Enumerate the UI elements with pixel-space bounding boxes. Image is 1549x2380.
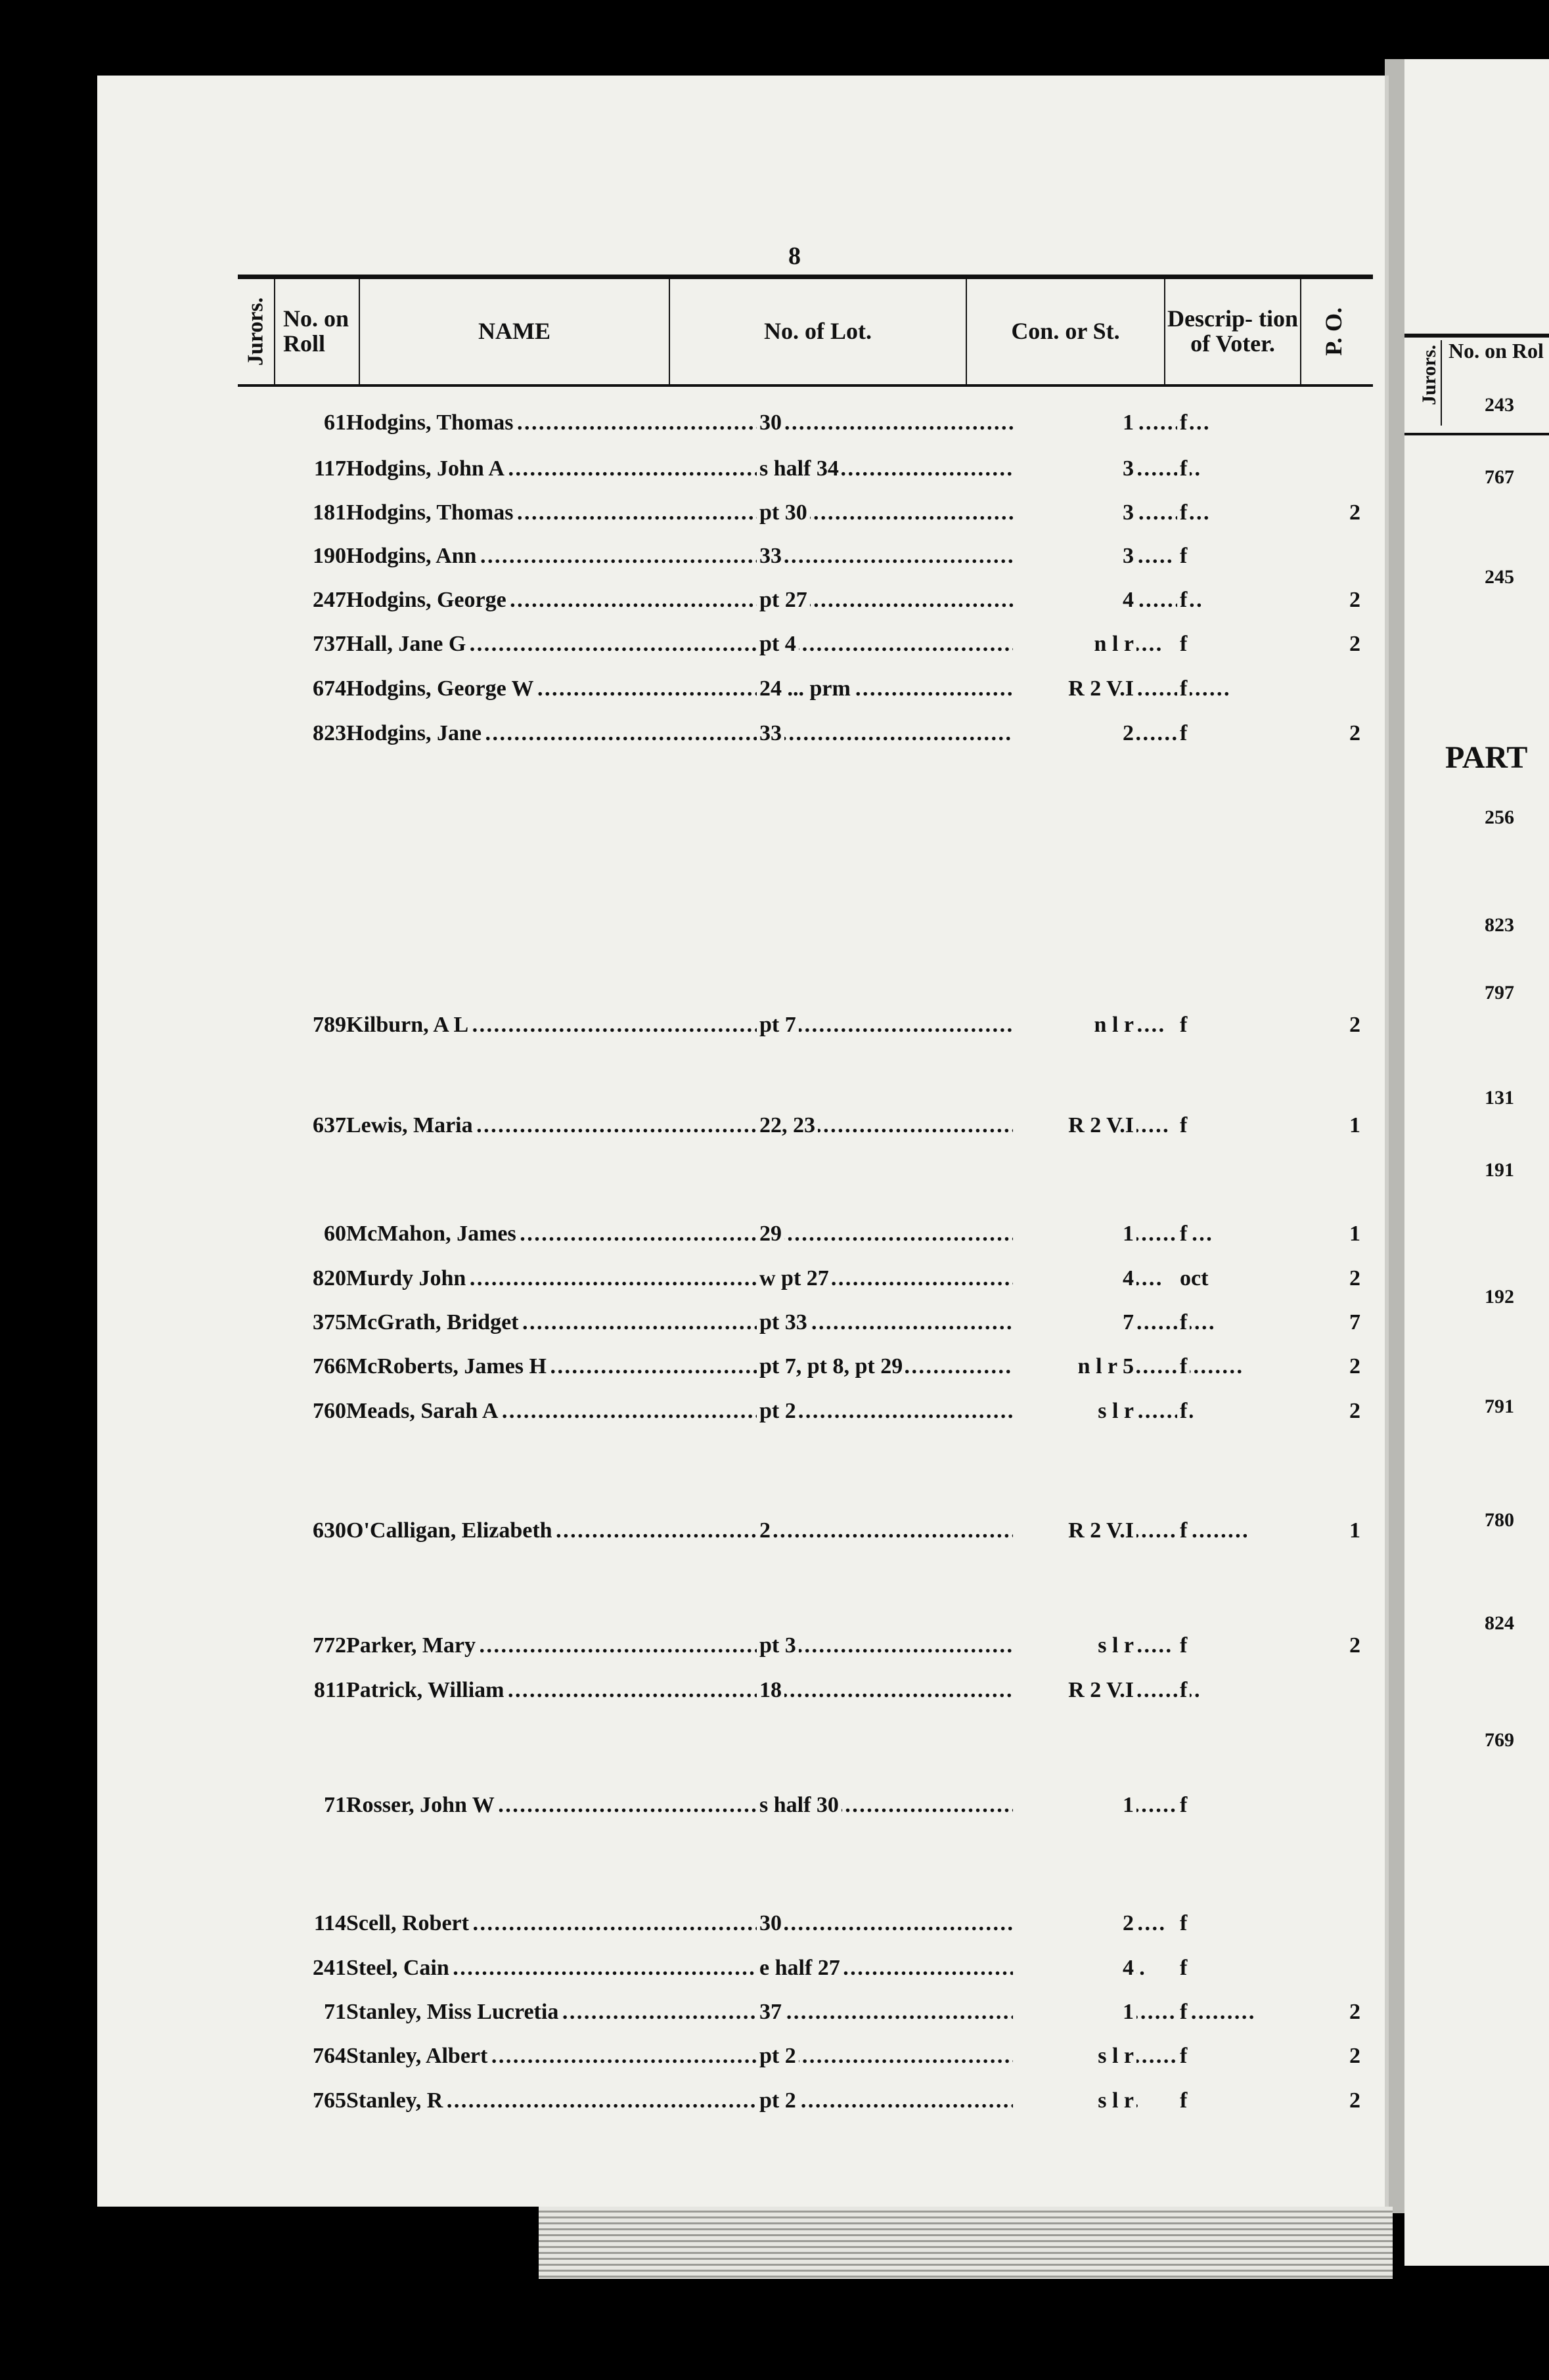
right-page-roll-number: 243 (1485, 394, 1514, 416)
post-office: 1 (1312, 1113, 1363, 1138)
concession: 1 (1013, 410, 1136, 435)
voter-name: McRoberts, James H . . . (346, 1354, 1371, 1379)
roll-number: 71 (324, 2000, 346, 2024)
lot-number: pt 27 (757, 588, 810, 613)
table-row (238, 2044, 1373, 2077)
post-office: 2 (1312, 632, 1363, 657)
table-row (238, 1518, 1373, 1551)
voter-name: Hodgins, Thomas . . . (346, 500, 1371, 525)
roll-number: 765 (313, 2088, 346, 2113)
post-office: 2 (1312, 2044, 1363, 2069)
post-office: 2 (1312, 721, 1363, 746)
roll-number: 637 (313, 1113, 346, 1137)
concession: 7 (1013, 1310, 1136, 1335)
concession: 4 (1013, 1956, 1136, 1981)
voter-name: Murdy John . . . (346, 1266, 1371, 1291)
roll-number: 181 (313, 500, 346, 525)
lot-number: pt 7 (757, 1013, 799, 1038)
voter-description: f (1177, 1013, 1190, 1038)
lot-number: s half 30 (757, 1793, 842, 1818)
table-row (238, 1222, 1373, 1254)
table-row (238, 500, 1373, 533)
right-page-roll-number: 767 (1485, 466, 1514, 488)
table-row (238, 1310, 1373, 1343)
voter-name: Scell, Robert . . . (346, 1911, 1371, 1936)
voter-description: f (1177, 456, 1190, 481)
table-row (238, 2000, 1373, 2033)
voter-name: Rosser, John W . . . (346, 1793, 1371, 1818)
voter-name: Stanley, Miss Lucretia . . . (346, 2000, 1371, 2025)
voter-description: f (1177, 1956, 1190, 1981)
concession: n l r 5 (1013, 1354, 1136, 1379)
lot-number: 24 ... prm (757, 676, 853, 701)
table-row (238, 676, 1373, 709)
right-page-roll-number: 791 (1485, 1396, 1514, 1417)
roll-number: 117 (313, 456, 346, 481)
header-description: Descrip- tion of Voter. (1165, 279, 1301, 384)
post-office: 1 (1312, 1222, 1363, 1246)
header-con: Con. or St. (967, 279, 1165, 384)
lot-number: pt 3 (757, 1633, 799, 1658)
voter-description: f (1177, 2044, 1190, 2069)
voter-name: Hodgins, George . . . (346, 588, 1371, 613)
voter-name: Hall, Jane G . . . (346, 632, 1371, 657)
voter-description: f (1177, 1113, 1190, 1138)
roll-number: 789 (313, 1013, 346, 1037)
table-row (238, 1678, 1373, 1711)
voter-description: f (1177, 1911, 1190, 1936)
concession: 3 (1013, 544, 1136, 569)
voter-name: Patrick, William . . . (346, 1678, 1371, 1703)
voter-description: f (1177, 588, 1190, 613)
table-row (238, 588, 1373, 621)
right-page (1404, 59, 1549, 2266)
header-lot: No. of Lot. (670, 279, 967, 384)
table-row (238, 2088, 1373, 2121)
lot-number: 22, 23 (757, 1113, 818, 1138)
voter-name: Stanley, Albert . . . (346, 2044, 1371, 2069)
table-row (238, 1633, 1373, 1666)
voter-description: f (1177, 676, 1190, 701)
table-row (238, 1113, 1373, 1146)
voter-name: Steel, Cain . . . (346, 1956, 1371, 1981)
voter-description: f (1177, 632, 1190, 657)
right-header-jurors: Jurors. (1418, 345, 1440, 405)
voter-description: f (1177, 1399, 1190, 1424)
page-number: 8 (788, 242, 801, 270)
header-roll: No. on Roll (275, 279, 360, 384)
post-office: 2 (1312, 2088, 1363, 2113)
table-row (238, 1266, 1373, 1299)
lot-number: 30 (757, 410, 784, 435)
roll-number: 60 (324, 1222, 346, 1246)
concession: 3 (1013, 500, 1136, 525)
right-page-roll-number: 769 (1485, 1729, 1514, 1751)
voter-name: O'Calligan, Elizabeth . . . (346, 1518, 1371, 1543)
voter-name: Parker, Mary . . . (346, 1633, 1371, 1658)
table-header (238, 275, 1373, 387)
right-page-part-label: PART (1445, 740, 1528, 775)
voter-name: Hodgins, Ann . . . (346, 544, 1371, 569)
post-office: 2 (1312, 1399, 1363, 1424)
page-stack-edge (539, 2207, 1393, 2279)
voter-description: f (1177, 1633, 1190, 1658)
voter-description: oct (1177, 1266, 1211, 1291)
table-row (238, 544, 1373, 577)
voter-name: Hodgins, John A . . . (346, 456, 1371, 481)
roll-number: 190 (313, 544, 346, 568)
voter-description: f (1177, 1678, 1190, 1703)
lot-number: pt 2 (757, 1399, 799, 1424)
lot-number: pt 2 (757, 2044, 799, 2069)
concession: 4 (1013, 588, 1136, 613)
lot-number: pt 33 (757, 1310, 810, 1335)
concession: s l r (1013, 1633, 1136, 1658)
voter-description: f (1177, 1518, 1190, 1543)
voter-description: f (1177, 1222, 1190, 1246)
right-page-roll-number: 256 (1485, 806, 1514, 828)
roll-number: 823 (313, 721, 346, 745)
concession: 1 (1013, 1222, 1136, 1246)
lot-number: 33 (757, 721, 784, 746)
lot-number: s half 34 (757, 456, 842, 481)
voter-description: f (1177, 721, 1190, 746)
right-header-roll: No. on Rol (1441, 340, 1544, 426)
table-row (238, 1911, 1373, 1944)
lot-number: 33 (757, 544, 784, 569)
lot-number: pt 7, pt 8, pt 29 (757, 1354, 905, 1379)
table-row (238, 1354, 1373, 1387)
voter-description: f (1177, 1310, 1190, 1335)
post-office: 7 (1312, 1310, 1363, 1335)
lot-number: pt 4 (757, 632, 799, 657)
right-page-roll-number: 780 (1485, 1509, 1514, 1531)
right-page-roll-number: 131 (1485, 1087, 1514, 1109)
concession: R 2 V.I (1013, 676, 1136, 701)
table-row (238, 456, 1373, 489)
concession: 1 (1013, 1793, 1136, 1818)
table-row (238, 632, 1373, 665)
roll-number: 760 (313, 1399, 346, 1423)
voter-description: f (1177, 2088, 1190, 2113)
concession: R 2 V.I (1013, 1518, 1136, 1543)
lot-number: pt 2 (757, 2088, 799, 2113)
table-row (238, 1399, 1373, 1432)
right-page-roll-number: 192 (1485, 1286, 1514, 1308)
voter-name: Kilburn, A L . . . (346, 1013, 1371, 1038)
post-office: 2 (1312, 500, 1363, 525)
voter-name: Lewis, Maria . . . (346, 1113, 1371, 1138)
post-office: 2 (1312, 1633, 1363, 1658)
concession: 4 (1013, 1266, 1136, 1291)
lot-number: 2 (757, 1518, 773, 1543)
concession: s l r (1013, 1399, 1136, 1424)
post-office: 2 (1312, 1013, 1363, 1038)
post-office: 2 (1312, 2000, 1363, 2025)
concession: R 2 V.I (1013, 1678, 1136, 1703)
concession: 2 (1013, 1911, 1136, 1936)
lot-number: 37 (757, 2000, 784, 2025)
voter-name: Meads, Sarah A . . . (346, 1399, 1371, 1424)
roll-number: 241 (313, 1956, 346, 1980)
concession: R 2 V.I (1013, 1113, 1136, 1138)
lot-number: pt 30 (757, 500, 810, 525)
lot-number: e half 27 (757, 1956, 843, 1981)
lot-number: w pt 27 (757, 1266, 832, 1291)
roll-number: 674 (313, 676, 346, 701)
concession: 2 (1013, 721, 1136, 746)
voter-name: McMahon, James . . . (346, 1222, 1371, 1246)
voter-description: f (1177, 410, 1190, 435)
header-jurors: Jurors. (238, 279, 275, 384)
voter-description: f (1177, 1793, 1190, 1818)
roll-number: 61 (324, 410, 346, 435)
concession: n l r (1013, 632, 1136, 657)
header-name: NAME (360, 279, 670, 384)
roll-number: 630 (313, 1518, 346, 1543)
roll-number: 766 (313, 1354, 346, 1378)
roll-number: 114 (313, 1911, 346, 1935)
concession: 3 (1013, 456, 1136, 481)
right-page-roll-number: 823 (1485, 914, 1514, 936)
right-page-header (1404, 334, 1549, 435)
roll-number: 811 (313, 1678, 346, 1702)
roll-number: 737 (313, 632, 346, 656)
voter-name: McGrath, Bridget . . . (346, 1310, 1371, 1335)
voter-description: f (1177, 2000, 1190, 2025)
roll-number: 764 (313, 2044, 346, 2068)
concession: s l r (1013, 2088, 1136, 2113)
concession: 1 (1013, 2000, 1136, 2025)
voter-name: Hodgins, Jane . . . (346, 721, 1371, 746)
table-row (238, 1793, 1373, 1826)
lot-number: 29 (757, 1222, 784, 1246)
lot-number: 18 (757, 1678, 784, 1703)
roll-number: 772 (313, 1633, 346, 1658)
right-page-roll-number: 191 (1485, 1159, 1514, 1181)
roll-number: 247 (313, 588, 346, 612)
table-row (238, 1013, 1373, 1046)
roll-number: 71 (324, 1793, 346, 1817)
voter-name: Hodgins, Thomas . . . (346, 410, 1371, 435)
concession: s l r (1013, 2044, 1136, 2069)
voter-name: Hodgins, George W . . . (346, 676, 1371, 701)
right-page-roll-number: 824 (1485, 1612, 1514, 1634)
table-row (238, 721, 1373, 754)
concession: n l r (1013, 1013, 1136, 1038)
voter-name: Stanley, R . . . (346, 2088, 1371, 2113)
post-office: 2 (1312, 588, 1363, 613)
roll-number: 375 (313, 1310, 346, 1334)
header-po: P. O. (1320, 307, 1347, 356)
voter-description: f (1177, 544, 1190, 569)
lot-number: 30 (757, 1911, 784, 1936)
right-page-roll-number: 797 (1485, 982, 1514, 1003)
table-row (238, 410, 1373, 443)
post-office: 1 (1312, 1518, 1363, 1543)
table-row (238, 1956, 1373, 1989)
post-office: 2 (1312, 1354, 1363, 1379)
roll-number: 820 (313, 1266, 346, 1290)
post-office: 2 (1312, 1266, 1363, 1291)
voter-description: f (1177, 500, 1190, 525)
right-page-roll-number: 245 (1485, 566, 1514, 588)
voter-description: f (1177, 1354, 1190, 1379)
